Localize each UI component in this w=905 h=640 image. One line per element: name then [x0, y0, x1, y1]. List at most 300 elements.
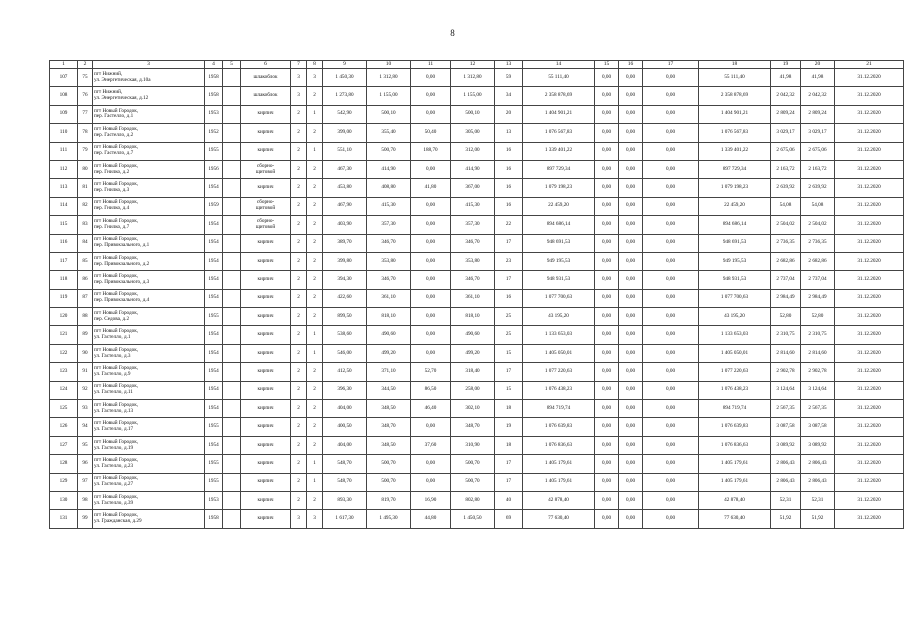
table-cell-col-12: 414,90 — [451, 160, 495, 178]
table-cell-col-20: 2 675,06 — [801, 142, 835, 160]
table-cell-col-17: 0,00 — [643, 271, 699, 289]
table-cell-col-4: 1954 — [205, 271, 223, 289]
table-cell-col-19: 41,98 — [771, 69, 801, 87]
table-cell-col-20: 2 814,60 — [801, 344, 835, 362]
table-cell-col-20: 2 736,35 — [801, 234, 835, 252]
table-row — [50, 142, 904, 160]
table-cell-col-2: 93 — [78, 400, 93, 418]
table-cell-col-7: 2 — [291, 271, 307, 289]
table-row — [50, 160, 904, 178]
table-cell-col-16: 0,00 — [619, 381, 643, 399]
table-cell-col-14: 948 931,53 — [523, 271, 595, 289]
table-cell-col-12: 302,10 — [451, 400, 495, 418]
table-cell-col-3: пгт Новый Городок, ул. Гастелло, д.19 — [93, 436, 205, 454]
table-cell-col-6: кирпич — [241, 510, 291, 528]
table-cell-col-2: 79 — [78, 142, 93, 160]
column-number-3: 3 — [93, 61, 205, 69]
table-cell-col-16: 0,00 — [619, 142, 643, 160]
table-cell-col-2: 92 — [78, 381, 93, 399]
table-cell-col-11: 37,60 — [411, 436, 451, 454]
table-cell-col-6: сборно- щитовой — [241, 160, 291, 178]
table-cell-col-16: 0,00 — [619, 69, 643, 87]
table-cell-col-21: 31.12.2020 — [835, 216, 904, 234]
table-cell-col-11: 44,80 — [411, 510, 451, 528]
table-cell-col-2: 87 — [78, 289, 93, 307]
table-cell-col-16: 0,00 — [619, 491, 643, 509]
table-cell-col-11: 0,00 — [411, 197, 451, 215]
table-cell-col-8: 1 — [307, 326, 323, 344]
table-cell-col-17: 0,00 — [643, 105, 699, 123]
table-cell-col-16: 0,00 — [619, 344, 643, 362]
table-cell-col-4: 1954 — [205, 363, 223, 381]
table-cell-col-2: 90 — [78, 344, 93, 362]
table-cell-col-15: 0,00 — [595, 473, 619, 491]
table-cell-col-7: 2 — [291, 252, 307, 270]
table-cell-col-10: 500,10 — [367, 105, 411, 123]
table-cell-col-18: 1 405 179,61 — [699, 473, 771, 491]
table-cell-col-14: 1 133 653,03 — [523, 326, 595, 344]
table-cell-col-19: 2 310,75 — [771, 326, 801, 344]
table-cell-col-2: 81 — [78, 179, 93, 197]
table-cell-col-17: 0,00 — [643, 510, 699, 528]
table-cell-col-7: 2 — [291, 160, 307, 178]
table-cell-col-3: пгт Новый Городок, ул. Гастелло, д.1 — [93, 326, 205, 344]
table-cell-col-9: 396,30 — [323, 381, 367, 399]
table-cell-col-11: 52,70 — [411, 363, 451, 381]
table-cell-col-17: 0,00 — [643, 234, 699, 252]
column-number-17: 17 — [643, 61, 699, 69]
table-cell-col-12: 348,70 — [451, 418, 495, 436]
table-cell-col-19: 2 984,49 — [771, 289, 801, 307]
column-number-1: 1 — [50, 61, 78, 69]
table-cell-col-18: 2 358 878,69 — [699, 87, 771, 105]
table-cell-col-11: 0,00 — [411, 473, 451, 491]
table-cell-col-14: 1 077 220,63 — [523, 363, 595, 381]
table-cell-col-6: кирпич — [241, 363, 291, 381]
table-cell-col-2: 98 — [78, 491, 93, 509]
table-cell-col-14: 1 076 836,63 — [523, 436, 595, 454]
table-cell-col-8: 2 — [307, 289, 323, 307]
table-cell-col-12: 499,20 — [451, 344, 495, 362]
table-cell-col-10: 499,20 — [367, 344, 411, 362]
table-cell-col-19: 2 682,86 — [771, 252, 801, 270]
table-cell-col-9: 422,60 — [323, 289, 367, 307]
table-cell-col-9: 389,70 — [323, 234, 367, 252]
table-cell-col-19: 2 809,24 — [771, 105, 801, 123]
page-number: 8 — [450, 28, 455, 38]
table-cell-col-1: 115 — [50, 216, 78, 234]
table-cell-col-5 — [223, 381, 241, 399]
column-number-15: 15 — [595, 61, 619, 69]
table-cell-col-1: 113 — [50, 179, 78, 197]
table-cell-col-10: 355,40 — [367, 124, 411, 142]
table-cell-col-20: 3 087,58 — [801, 418, 835, 436]
table-cell-col-11: 0,00 — [411, 234, 451, 252]
table-cell-col-8: 2 — [307, 418, 323, 436]
table-cell-col-15: 0,00 — [595, 216, 619, 234]
table-cell-col-11: 0,00 — [411, 289, 451, 307]
table-cell-col-20: 2 984,49 — [801, 289, 835, 307]
table-cell-col-2: 82 — [78, 197, 93, 215]
column-number-4: 4 — [205, 61, 223, 69]
table-cell-col-21: 31.12.2020 — [835, 400, 904, 418]
table-cell-col-6: кирпич — [241, 491, 291, 509]
table-cell-col-4: 1959 — [205, 197, 223, 215]
table-cell-col-2: 97 — [78, 473, 93, 491]
table-cell-col-14: 1 076 438,23 — [523, 381, 595, 399]
table-cell-col-21: 31.12.2020 — [835, 160, 904, 178]
table-row — [50, 69, 904, 87]
table-cell-col-3: пгт Новый Городок, пер. Привокзального, д.1 — [93, 234, 205, 252]
table-cell-col-14: 42 878,40 — [523, 491, 595, 509]
table-cell-col-13: 23 — [495, 252, 523, 270]
table-cell-col-11: 0,00 — [411, 308, 451, 326]
table-cell-col-1: 129 — [50, 473, 78, 491]
table-cell-col-17: 0,00 — [643, 400, 699, 418]
table-cell-col-2: 95 — [78, 436, 93, 454]
table-cell-col-12: 500,10 — [451, 105, 495, 123]
table-row — [50, 197, 904, 215]
table-cell-col-7: 2 — [291, 381, 307, 399]
table-cell-col-10: 357,30 — [367, 216, 411, 234]
table-cell-col-6: кирпич — [241, 142, 291, 160]
table-cell-col-11: 0,00 — [411, 326, 451, 344]
table-cell-col-21: 31.12.2020 — [835, 234, 904, 252]
table-cell-col-21: 31.12.2020 — [835, 105, 904, 123]
table-cell-col-21: 31.12.2020 — [835, 436, 904, 454]
table-cell-col-20: 2 737,04 — [801, 271, 835, 289]
table-cell-col-10: 819,70 — [367, 491, 411, 509]
table-cell-col-15: 0,00 — [595, 455, 619, 473]
table-cell-col-9: 394,30 — [323, 271, 367, 289]
table-row — [50, 473, 904, 491]
table-cell-col-2: 94 — [78, 418, 93, 436]
table-cell-col-14: 1 077 700,63 — [523, 289, 595, 307]
table-cell-col-14: 43 195,20 — [523, 308, 595, 326]
table-cell-col-6: кирпич — [241, 473, 291, 491]
table-cell-col-13: 25 — [495, 308, 523, 326]
table-cell-col-7: 3 — [291, 69, 307, 87]
table-cell-col-21: 31.12.2020 — [835, 473, 904, 491]
table-cell-col-2: 86 — [78, 271, 93, 289]
table-cell-col-12: 353,80 — [451, 252, 495, 270]
table-cell-col-15: 0,00 — [595, 363, 619, 381]
table-cell-col-21: 31.12.2020 — [835, 381, 904, 399]
table-cell-col-18: 22 459,20 — [699, 197, 771, 215]
table-cell-col-18: 894 686,14 — [699, 216, 771, 234]
table-cell-col-11: 188,70 — [411, 142, 451, 160]
table-cell-col-19: 3 087,58 — [771, 418, 801, 436]
table-cell-col-6: кирпич — [241, 400, 291, 418]
table-cell-col-17: 0,00 — [643, 179, 699, 197]
table-cell-col-17: 0,00 — [643, 363, 699, 381]
table-cell-col-19: 2 042,32 — [771, 87, 801, 105]
table-cell-col-17: 0,00 — [643, 216, 699, 234]
table-cell-col-15: 0,00 — [595, 308, 619, 326]
table-cell-col-3: пгт Новый Городок, ул. Гастелло, д.23 — [93, 455, 205, 473]
table-cell-col-16: 0,00 — [619, 234, 643, 252]
table-cell-col-11: 0,00 — [411, 418, 451, 436]
table-cell-col-12: 312,00 — [451, 142, 495, 160]
table-cell-col-19: 51,92 — [771, 510, 801, 528]
table-cell-col-13: 20 — [495, 105, 523, 123]
table-cell-col-5 — [223, 234, 241, 252]
table-cell-col-16: 0,00 — [619, 473, 643, 491]
table-cell-col-18: 1 077 220,63 — [699, 363, 771, 381]
table-cell-col-12: 258,00 — [451, 381, 495, 399]
table-cell-col-4: 1954 — [205, 252, 223, 270]
table-cell-col-20: 2 163,72 — [801, 160, 835, 178]
table-cell-col-8: 1 — [307, 344, 323, 362]
table-cell-col-18: 949 195,53 — [699, 252, 771, 270]
table-cell-col-21: 31.12.2020 — [835, 124, 904, 142]
table-cell-col-19: 52,80 — [771, 308, 801, 326]
table-cell-col-15: 0,00 — [595, 381, 619, 399]
table-cell-col-4: 1955 — [205, 418, 223, 436]
table-cell-col-5 — [223, 252, 241, 270]
table-cell-col-2: 83 — [78, 216, 93, 234]
table-cell-col-19: 2 639,92 — [771, 179, 801, 197]
table-cell-col-8: 1 — [307, 142, 323, 160]
table-cell-col-15: 0,00 — [595, 436, 619, 454]
table-cell-col-21: 31.12.2020 — [835, 179, 904, 197]
table-cell-col-21: 31.12.2020 — [835, 491, 904, 509]
table-cell-col-1: 120 — [50, 308, 78, 326]
table-cell-col-13: 25 — [495, 326, 523, 344]
table-cell-col-6: кирпич — [241, 105, 291, 123]
table-row — [50, 491, 904, 509]
table-cell-col-3: пгт Новый Городок, ул. Гастелло, д.39 — [93, 491, 205, 509]
table-cell-col-1: 131 — [50, 510, 78, 528]
table-row — [50, 381, 904, 399]
table-cell-col-19: 3 029,17 — [771, 124, 801, 142]
table-cell-col-7: 2 — [291, 216, 307, 234]
column-number-12: 12 — [451, 61, 495, 69]
table-cell-col-15: 0,00 — [595, 179, 619, 197]
table-cell-col-10: 500,70 — [367, 142, 411, 160]
table-cell-col-20: 3 124,64 — [801, 381, 835, 399]
table-cell-col-14: 77 630,40 — [523, 510, 595, 528]
table-cell-col-15: 0,00 — [595, 69, 619, 87]
table-cell-col-3: пгт Новый Городок, пер. Привокзального, д.4 — [93, 289, 205, 307]
table-cell-col-16: 0,00 — [619, 418, 643, 436]
table-cell-col-21: 31.12.2020 — [835, 87, 904, 105]
table-cell-col-9: 546,00 — [323, 344, 367, 362]
table-cell-col-1: 112 — [50, 160, 78, 178]
table-cell-col-11: 41,80 — [411, 179, 451, 197]
table-cell-col-13: 17 — [495, 363, 523, 381]
table-cell-col-5 — [223, 344, 241, 362]
table-cell-col-9: 400,50 — [323, 418, 367, 436]
table-cell-col-3: пгт Новый Городок, пер. Гнилко, д.7 — [93, 216, 205, 234]
table-cell-col-12: 346,70 — [451, 271, 495, 289]
table-cell-col-3: пгт Новый Городок, пер. Гнилко, д.4 — [93, 197, 205, 215]
table-cell-col-14: 949 195,53 — [523, 252, 595, 270]
table-cell-col-11: 86,50 — [411, 381, 451, 399]
table-cell-col-9: 1 273,80 — [323, 87, 367, 105]
table-cell-col-3: пгт Новый Городок, пер. Гнилко, д.2 — [93, 160, 205, 178]
table-cell-col-14: 1 405 050,01 — [523, 344, 595, 362]
table-cell-col-19: 2 902,78 — [771, 363, 801, 381]
table-row — [50, 344, 904, 362]
table-cell-col-16: 0,00 — [619, 105, 643, 123]
table-cell-col-10: 490,60 — [367, 326, 411, 344]
table-cell-col-18: 948 691,53 — [699, 234, 771, 252]
table-cell-col-15: 0,00 — [595, 418, 619, 436]
table-cell-col-4: 1958 — [205, 510, 223, 528]
table-cell-col-8: 2 — [307, 197, 323, 215]
table-cell-col-5 — [223, 160, 241, 178]
table-cell-col-5 — [223, 216, 241, 234]
table-cell-col-1: 114 — [50, 197, 78, 215]
table-cell-col-3: пгт Новый Городок, ул. Гастелло, д.9 — [93, 363, 205, 381]
table-cell-col-5 — [223, 436, 241, 454]
table-row — [50, 216, 904, 234]
table-cell-col-14: 1 339 401,22 — [523, 142, 595, 160]
table-cell-col-6: кирпич — [241, 289, 291, 307]
table-cell-col-3: пгт Новый Городок, ул. Гастелло, д.13 — [93, 400, 205, 418]
table-cell-col-5 — [223, 473, 241, 491]
table-cell-col-20: 41,98 — [801, 69, 835, 87]
table-cell-col-16: 0,00 — [619, 179, 643, 197]
table-cell-col-10: 1 495,30 — [367, 510, 411, 528]
table-cell-col-10: 346,70 — [367, 271, 411, 289]
table-cell-col-13: 17 — [495, 271, 523, 289]
table-cell-col-1: 107 — [50, 69, 78, 87]
table-cell-col-6: кирпич — [241, 344, 291, 362]
table-cell-col-2: 75 — [78, 69, 93, 87]
table-cell-col-13: 17 — [495, 473, 523, 491]
table-cell-col-21: 31.12.2020 — [835, 142, 904, 160]
table-cell-col-10: 818,10 — [367, 308, 411, 326]
table-cell-col-9: 899,50 — [323, 308, 367, 326]
table-cell-col-11: 0,00 — [411, 105, 451, 123]
table-cell-col-5 — [223, 510, 241, 528]
table-cell-col-8: 2 — [307, 160, 323, 178]
table-cell-col-7: 2 — [291, 179, 307, 197]
table-cell-col-19: 3 089,92 — [771, 436, 801, 454]
table-cell-col-13: 17 — [495, 234, 523, 252]
table-cell-col-7: 3 — [291, 87, 307, 105]
table-cell-col-6: кирпич — [241, 252, 291, 270]
table-cell-col-15: 0,00 — [595, 400, 619, 418]
table-cell-col-7: 2 — [291, 308, 307, 326]
table-cell-col-8: 3 — [307, 510, 323, 528]
table-cell-col-6: кирпич — [241, 381, 291, 399]
table-cell-col-13: 16 — [495, 289, 523, 307]
table-cell-col-12: 802,80 — [451, 491, 495, 509]
table-row — [50, 105, 904, 123]
table-row — [50, 455, 904, 473]
column-number-8: 8 — [307, 61, 323, 69]
table-cell-col-3: пгт Новый Городок, пер. Гнилко, д.3 — [93, 179, 205, 197]
table-cell-col-14: 1 076 567,83 — [523, 124, 595, 142]
table-cell-col-1: 116 — [50, 234, 78, 252]
table-cell-col-5 — [223, 418, 241, 436]
table-cell-col-10: 348,70 — [367, 418, 411, 436]
table-cell-col-16: 0,00 — [619, 289, 643, 307]
table-cell-col-8: 2 — [307, 436, 323, 454]
table-cell-col-18: 1 339 401,22 — [699, 142, 771, 160]
table-cell-col-14: 894 719,74 — [523, 400, 595, 418]
table-cell-col-1: 124 — [50, 381, 78, 399]
table-cell-col-18: 1 077 700,63 — [699, 289, 771, 307]
table-cell-col-19: 2 814,60 — [771, 344, 801, 362]
table-cell-col-12: 1 155,00 — [451, 87, 495, 105]
table-cell-col-14: 1 405 179,61 — [523, 473, 595, 491]
table-cell-col-7: 2 — [291, 363, 307, 381]
table-cell-col-15: 0,00 — [595, 142, 619, 160]
table-cell-col-5 — [223, 105, 241, 123]
table-cell-col-3: пгт Новый Городок, ул. Гастелло, д.11 — [93, 381, 205, 399]
table-cell-col-15: 0,00 — [595, 491, 619, 509]
table-cell-col-19: 2 736,35 — [771, 234, 801, 252]
table-cell-col-9: 538,60 — [323, 326, 367, 344]
table-cell-col-18: 948 931,53 — [699, 271, 771, 289]
table-row — [50, 271, 904, 289]
table-cell-col-21: 31.12.2020 — [835, 510, 904, 528]
table-cell-col-6: кирпич — [241, 455, 291, 473]
table-cell-col-12: 361,10 — [451, 289, 495, 307]
table-cell-col-3: пгт Новый Городок, пер. Привокзального, д.3 — [93, 271, 205, 289]
table-cell-col-17: 0,00 — [643, 124, 699, 142]
table-cell-col-4: 1954 — [205, 179, 223, 197]
table-cell-col-12: 310,90 — [451, 436, 495, 454]
table-cell-col-2: 99 — [78, 510, 93, 528]
table-cell-col-4: 1956 — [205, 160, 223, 178]
table-cell-col-5 — [223, 455, 241, 473]
table-cell-col-11: 0,00 — [411, 160, 451, 178]
table-cell-col-5 — [223, 87, 241, 105]
table-cell-col-6: кирпич — [241, 326, 291, 344]
table-cell-col-21: 31.12.2020 — [835, 197, 904, 215]
table-cell-col-10: 353,80 — [367, 252, 411, 270]
column-number-16: 16 — [619, 61, 643, 69]
table-cell-col-21: 31.12.2020 — [835, 363, 904, 381]
table-cell-col-20: 3 089,92 — [801, 436, 835, 454]
table-cell-col-19: 2 675,06 — [771, 142, 801, 160]
table-cell-col-8: 2 — [307, 400, 323, 418]
table-cell-col-10: 415,30 — [367, 197, 411, 215]
table-cell-col-19: 3 124,64 — [771, 381, 801, 399]
table-cell-col-7: 2 — [291, 455, 307, 473]
table-cell-col-20: 2 042,32 — [801, 87, 835, 105]
table-cell-col-8: 2 — [307, 87, 323, 105]
table-cell-col-13: 19 — [495, 418, 523, 436]
table-cell-col-1: 123 — [50, 363, 78, 381]
table-cell-col-18: 1 133 653,03 — [699, 326, 771, 344]
table-cell-col-9: 404,00 — [323, 400, 367, 418]
table-cell-col-21: 31.12.2020 — [835, 418, 904, 436]
table-cell-col-5 — [223, 124, 241, 142]
table-cell-col-1: 125 — [50, 400, 78, 418]
table-cell-col-16: 0,00 — [619, 271, 643, 289]
column-number-6: 6 — [241, 61, 291, 69]
table-cell-col-13: 18 — [495, 436, 523, 454]
table-cell-col-12: 500,70 — [451, 473, 495, 491]
table-cell-col-4: 1955 — [205, 308, 223, 326]
table-cell-col-4: 1954 — [205, 381, 223, 399]
table-cell-col-21: 31.12.2020 — [835, 252, 904, 270]
table-cell-col-15: 0,00 — [595, 87, 619, 105]
table-cell-col-18: 1 405 179,61 — [699, 455, 771, 473]
table-cell-col-6: кирпич — [241, 418, 291, 436]
table-cell-col-3: пгт Нижний, ул. Энергетическая, д.10а — [93, 69, 205, 87]
table-cell-col-4: 1955 — [205, 473, 223, 491]
table-cell-col-8: 2 — [307, 216, 323, 234]
table-cell-col-13: 16 — [495, 142, 523, 160]
table-cell-col-3: пгт Новый Городок, пер. Привокзального, д.2 — [93, 252, 205, 270]
